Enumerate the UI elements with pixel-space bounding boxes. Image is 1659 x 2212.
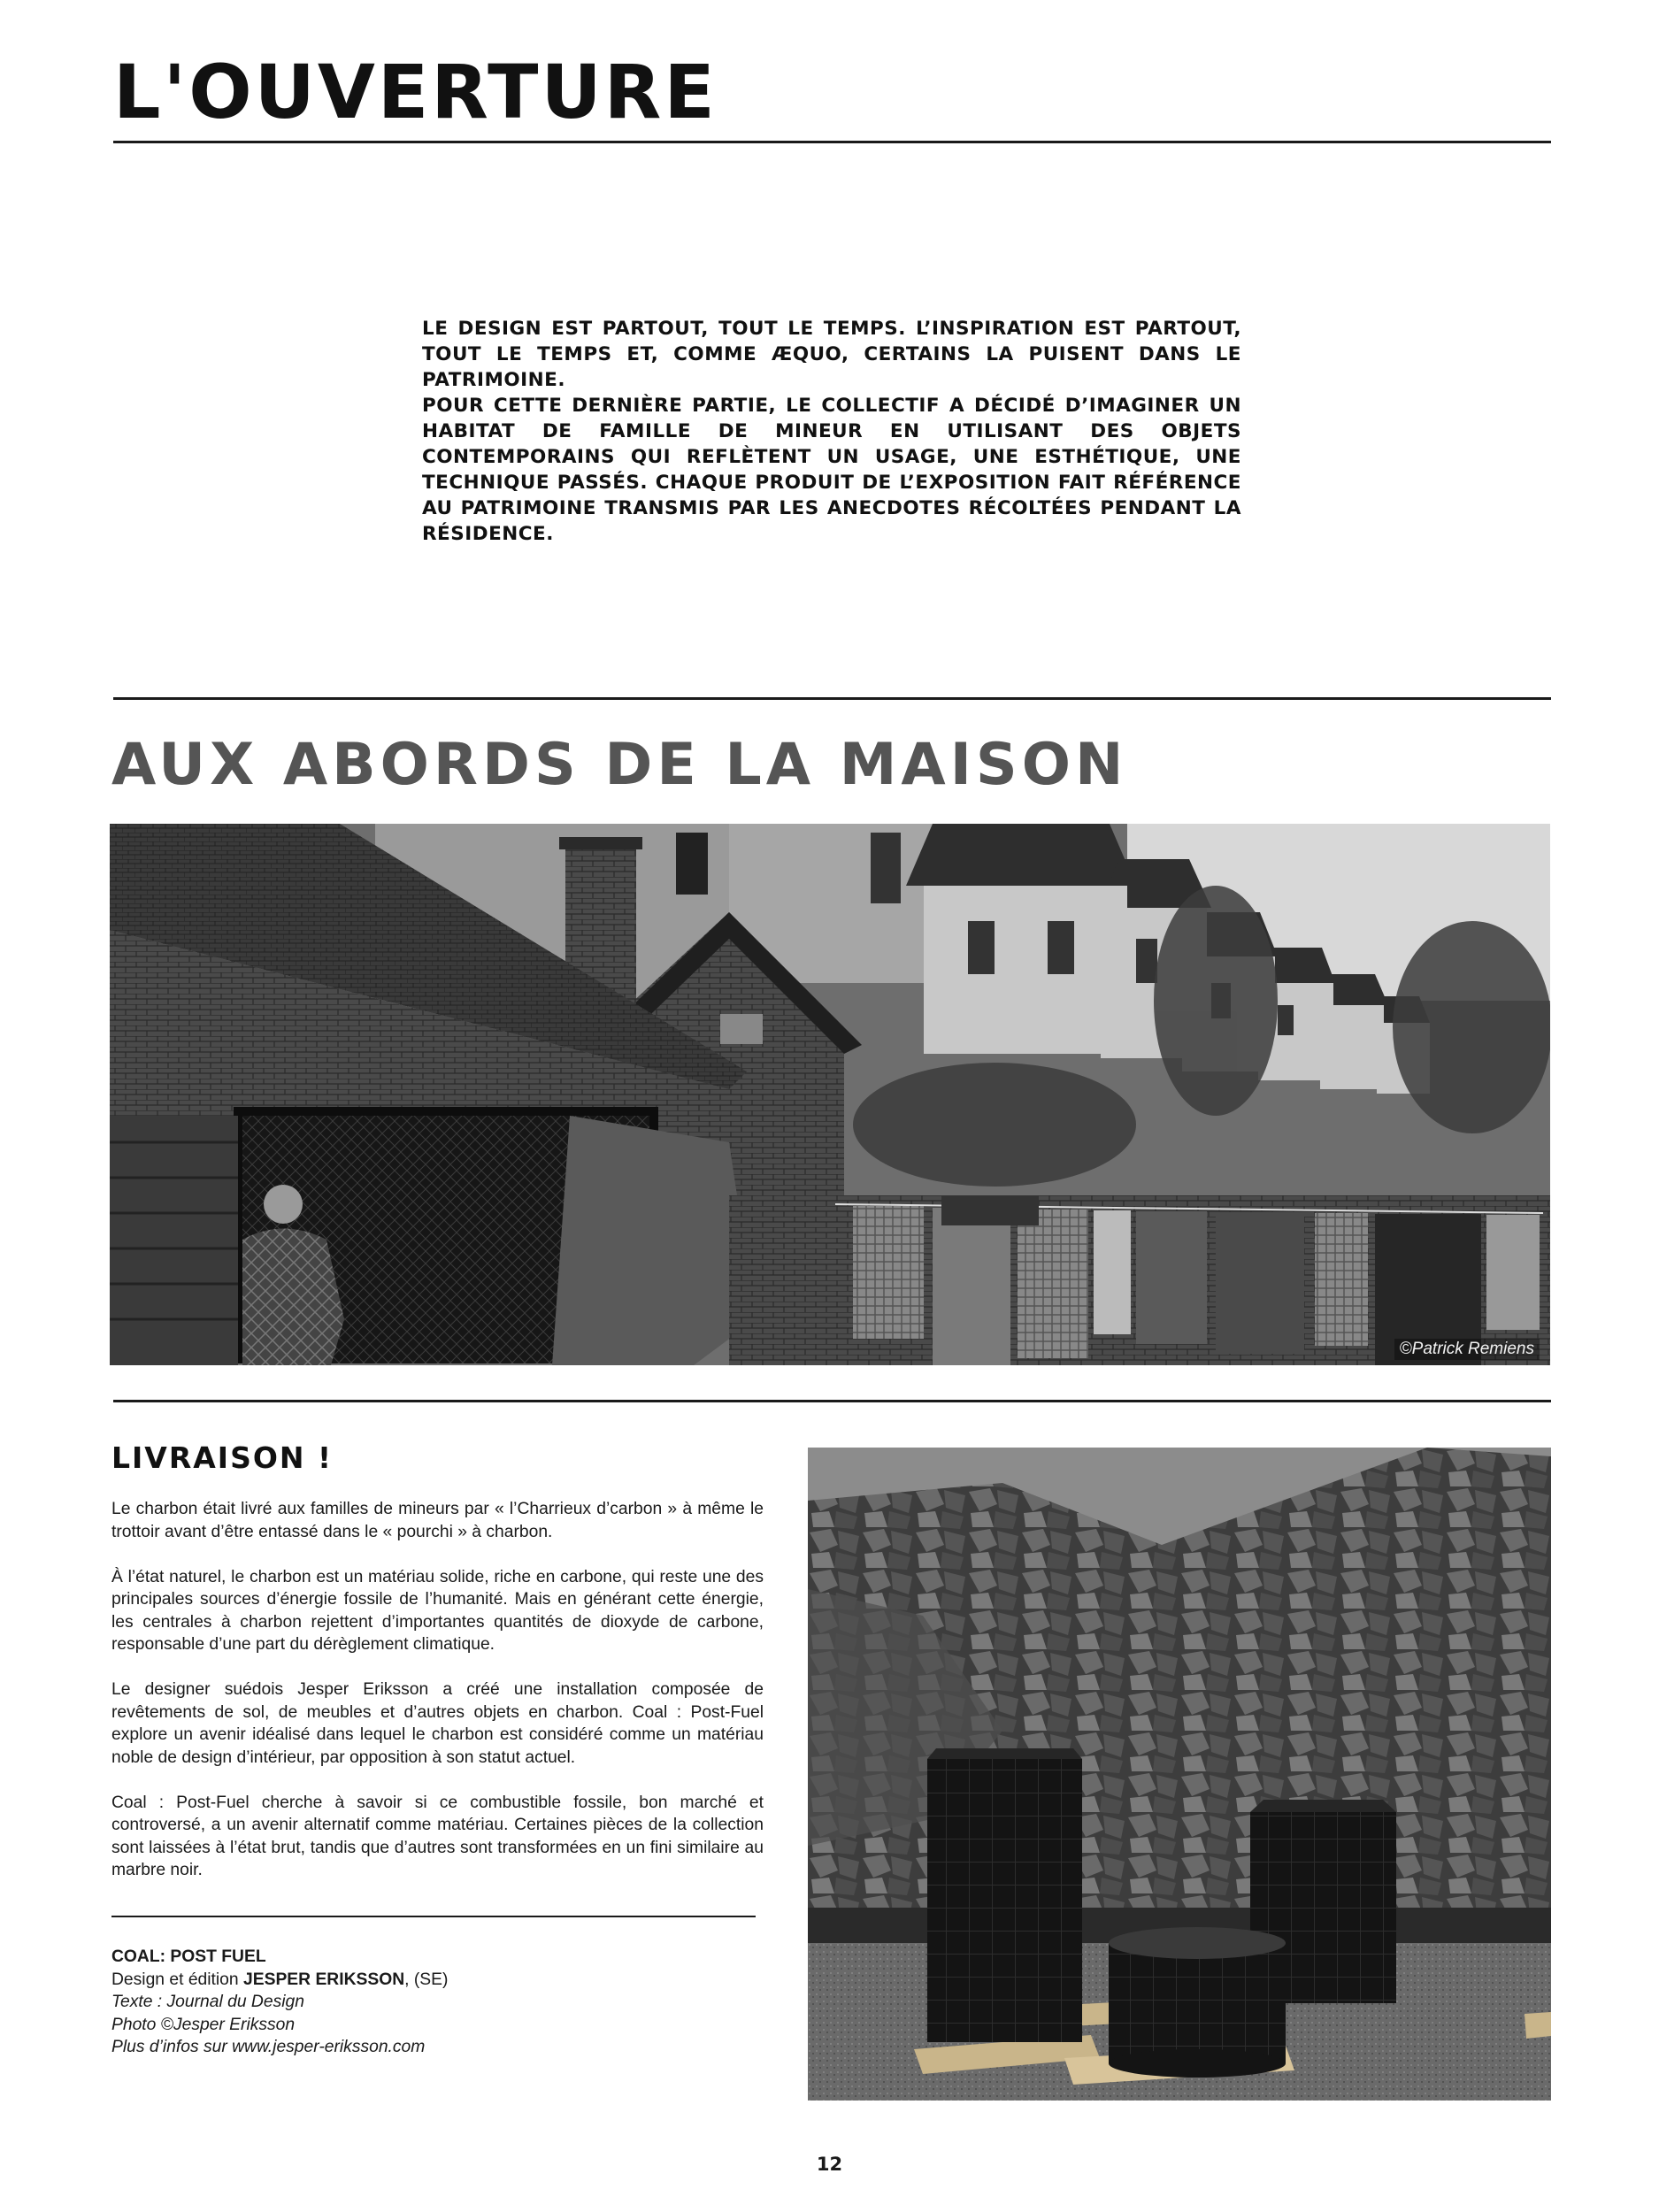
intro-paragraph-2: POUR CETTE DERNIÈRE PARTIE, LE COLLECTIF A DÉCIDÉ D’IMAGINER UN HABITAT DE FAMILLE DE MINEUR EN UTILISANT DES OBJETS CONTEMPORAINS QUI REFLÈTENT UN USAGE, UNE ESTHÉTIQUE, UNE TECHNIQUE PASSÉS. CHAQUE PRODUIT DE L’EXPOSITION FAIT RÉFÉRENCE AU PATRIMOINE TRANSMIS PAR LES ANECDOTES RÉCOLTÉES PENDANT LA RÉSIDENCE. [422, 395, 1241, 545]
page-title: L'OUVERTURE [113, 49, 718, 135]
coal-photo [808, 1448, 1551, 2101]
intro-text [422, 316, 1241, 547]
article-credits [111, 1946, 764, 2059]
credits-photo: Photo ©Jesper Eriksson [111, 2015, 296, 2034]
article-paragraph: À l’état naturel, le charbon est un matériau solide, riche en carbone, qui reste une des principales sources d’énergie fossile de l’humanité. Mais en générant cette énergie, les centrales à charbon rejettent d’importantes quantités de dioxyde de carbone, responsable d’une part du dérèglement climatique. [111, 1567, 764, 1654]
credits-divider [111, 1916, 756, 1917]
section-divider-top [113, 697, 1551, 700]
article-title: LIVRAISON ! [111, 1440, 334, 1475]
credits-heading: COAL: POST FUEL [111, 1947, 266, 1966]
article-paragraph: Le charbon était livré aux familles de mineurs par « l’Charrieux d’carbon » à même le trottoir avant d’être entassé dans le « pourchi » à charbon. [111, 1500, 764, 1541]
article-body [111, 1498, 764, 1904]
credits-text-source: Texte : Journal du Design [111, 1993, 304, 2011]
credits-design-prefix: Design et édition [111, 1970, 243, 1989]
intro-paragraph-1: LE DESIGN EST PARTOUT, TOUT LE TEMPS. L’INSPIRATION EST PARTOUT, TOUT LE TEMPS ET, COMME ÆQUO, CERTAINS LA PUISENT DANS LE PATRIMOINE. [422, 318, 1241, 391]
page-number: 12 [816, 2154, 843, 2175]
credits-designer: JESPER ERIKSSON [243, 1970, 405, 1989]
article-paragraph: Coal : Post-Fuel cherche à savoir si ce combustible fossile, bon marché et controversé, a un avenir alternatif comme matériau. Certaines pièces de la collection sont laissées à l’état brut, tandis que d’autres sont transformées en un fini similaire au marbre noir. [111, 1793, 764, 1879]
houses-illustration [110, 824, 1550, 1365]
credits-more-info: Plus d’infos sur www.jesper-eriksson.com [111, 2038, 426, 2056]
credits-design-line [111, 1969, 764, 1992]
credits-design-suffix: , (SE) [404, 1970, 449, 1989]
houses-photo [110, 824, 1550, 1365]
photo-credit: ©Patrick Remiens [1394, 1339, 1540, 1360]
article-paragraph: Le designer suédois Jesper Eriksson a créé une installation composée de revêtements de sol, de meubles et d’autres objets en charbon. Coal : Post-Fuel explore un avenir idéalisé dans lequel le charbon est considéré comme un matériau noble de design d’intérieur, par opposition à son statut actuel. [111, 1680, 764, 1767]
section-divider-bottom [113, 1400, 1551, 1402]
header-divider [113, 141, 1551, 143]
section-title: AUX ABORDS DE LA MAISON [111, 732, 1128, 798]
coal-installation-illustration [808, 1448, 1551, 2101]
